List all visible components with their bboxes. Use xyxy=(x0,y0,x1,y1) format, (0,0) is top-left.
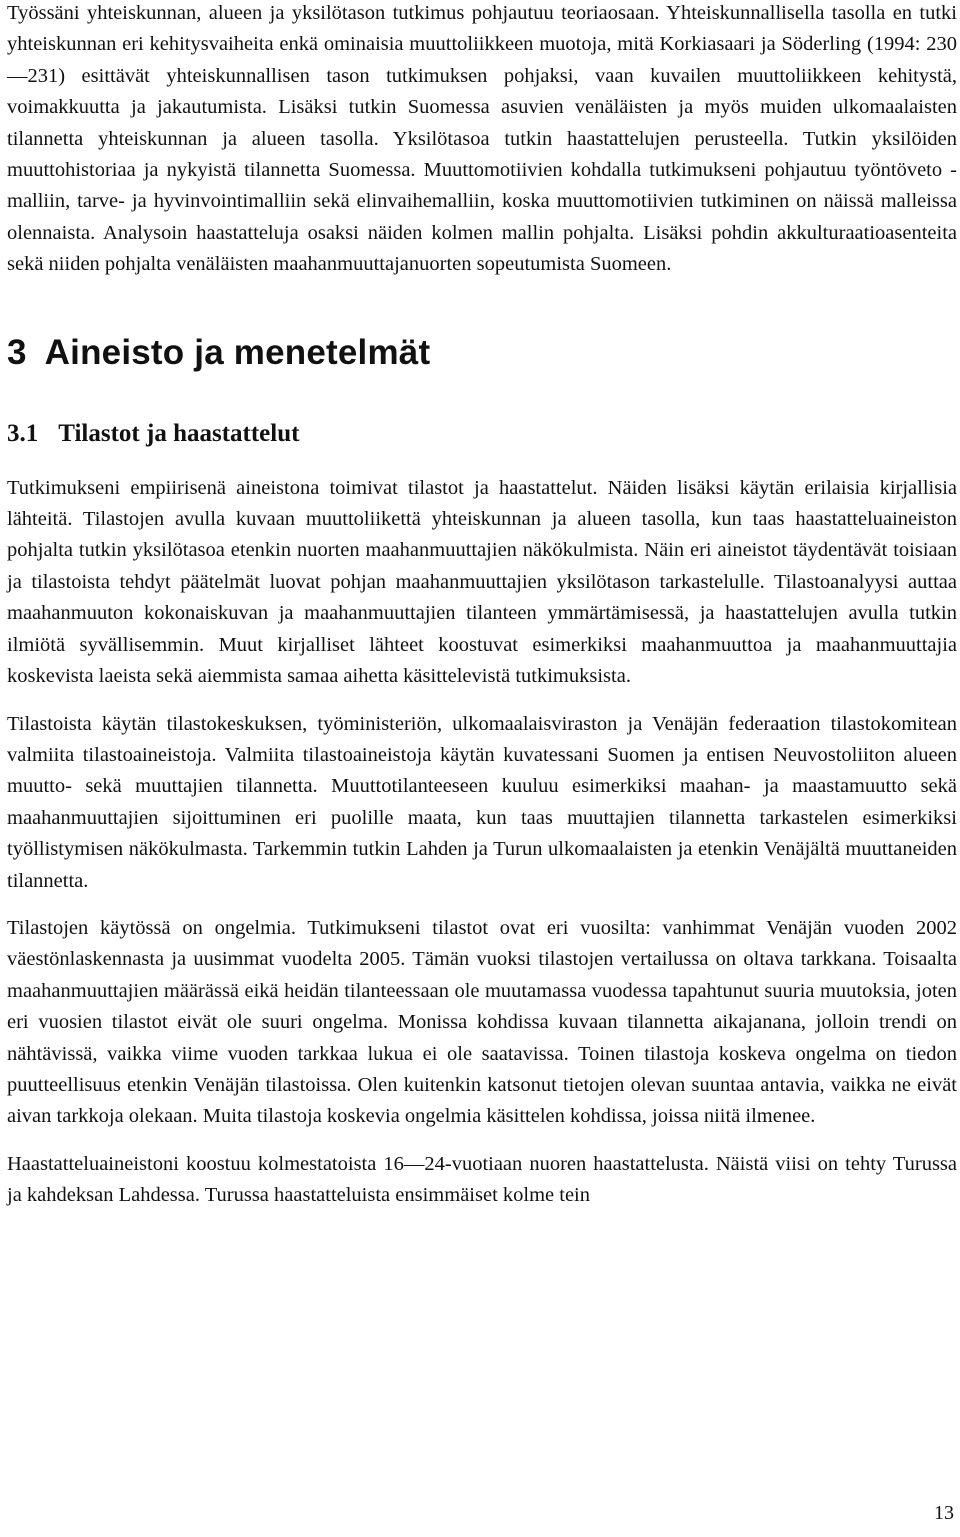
chapter-title: Aineisto ja menetelmät xyxy=(44,332,431,372)
section-title: Tilastot ja haastattelut xyxy=(58,419,300,447)
chapter-heading xyxy=(7,333,957,373)
paragraph-empirical-material: Tutkimukseni empiirisenä aineistona toimivat tilastot ja haastattelut. Näiden lisäksi käytän erilaisia kirjallisia lähteitä. Tilastojen avulla kuvaan muuttoliikettä yhteiskunnan ja alueen tasolla, kun taas haastatteluaineiston pohjalta tutkin yksilötasoa etenkin nuorten maahanmuuttajien näkökulmista. Näin eri aineistot täydentävät toisiaan ja tilastoista tehdyt päätelmät luovat pohjan maahanmuuttajien yksilötason tarkastelulle. Tilastoanalyysi auttaa maahanmuuton kokonaiskuvan ja maahanmuuttajien tilanteen ymmärtämisessä, ja haastattelujen avulla tutkin ilmiötä syvällisemmin. Muut kirjalliset lähteet koostuvat esimerkiksi maahanmuuttoa ja maahanmuuttajia koskevista laeista sekä aiemmista samaa aihetta käsittelevistä tutkimuksista. xyxy=(7,476,957,688)
paragraph-theory-levels: Työssäni yhteiskunnan, alueen ja yksilötason tutkimus pohjautuu teoriaosaan. Yhteiskunnallisella tasolla en tutki yhteiskunnan eri kehitysvaiheita enkä ominaisia muuttoliikkeen muotoja, mitä Korkiasaari ja Söderling (1994: 230—231) esittävät yhteiskunnallisen tason tutkimuksen pohjaksi, vaan kuvailen muuttoliikkeen kehitystä, voimakkuutta ja jakautumista. Lisäksi tutkin Suomessa asuvien venäläisten ja myös muiden ulkomaalaisten tilannetta yhteiskunnan ja alueen tasolla. Yksilötasoa tutkin haastattelujen perusteella. Tutkin yksilöiden muuttohistoriaa ja nykyistä tilannetta Suomessa. Muuttomotiivien kohdalla tutkimukseni pohjautuu työntöveto -malliin, tarve- ja hyvinvointimalliin sekä elinvaihemalliin, koska muuttomotiivien tutkiminen on näissä malleissa olennaista. Analysoin haastatteluja osaksi näiden kolmen mallin pohjalta. Lisäksi pohdin akkulturaatioasenteita sekä niiden pohjalta venäläisten maahanmuuttajanuorten sopeutumista Suomeen. xyxy=(7,2,957,276)
document-page xyxy=(7,0,957,1212)
page-number: 13 xyxy=(934,1502,954,1524)
paragraph-statistics-sources: Tilastoista käytän tilastokeskuksen, työministeriön, ulkomaalaisviraston ja Venäjän federaation tilastokomitean valmiita tilastoaineistoja. Valmiita tilastoaineistoja käytän kuvatessani Suomen ja entisen Neuvostoliiton alueen muutto- sekä muuttajien tilannetta. Muuttotilanteeseen kuuluu esimerkiksi maahan- ja maastamuutto sekä maahanmuuttajien sijoittuminen eri puolille maata, kun taas muuttajien tilannetta tarkastelen esimerkiksi työllistymisen näkökulmasta. Tarkemmin tutkin Lahden ja Turun ulkomaalaisten ja etenkin Venäjältä muuttaneiden tilannetta. xyxy=(7,712,957,892)
chapter-number: 3 xyxy=(7,332,27,372)
section-number: 3.1 xyxy=(7,419,39,447)
section-heading xyxy=(7,419,957,449)
paragraph-statistics-problems: Tilastojen käytössä on ongelmia. Tutkimukseni tilastot ovat eri vuosilta: vanhimmat Venäjän vuoden 2002 väestönlaskennasta ja uusimmat vuodelta 2005. Tämän vuoksi tilastojen vertailussa on oltava tarkkana. Toisaalta maahanmuuttajien määrässä eikä heidän tilanteessaan ole muutamassa vuodessa tapahtunut suuria muutoksia, joten eri vuosien tilastot eivät ole suuri ongelma. Monissa kohdissa kuvaan tilannetta aikajanana, jolloin trendi on nähtävissä, vaikka viime vuoden tarkkaa lukua ei ole saatavissa. Toinen tilastoja koskeva ongelma on tiedon puutteellisuus etenkin Venäjän tilastoissa. Olen kuitenkin katsonut tietojen olevan suuntaa antavia, vaikka ne eivät aivan tarkkoja olekaan. Muita tilastoja koskevia ongelmia käsittelen kohdissa, joissa niitä ilmenee. xyxy=(7,916,957,1128)
paragraph-interview-material: Haastatteluaineistoni koostuu kolmestatoista 16—24-vuotiaan nuoren haastattelusta. Näistä viisi on tehty Turussa ja kahdeksan Lahdessa. Turussa haastatteluista ensimmäiset kolme tein xyxy=(7,1152,957,1207)
